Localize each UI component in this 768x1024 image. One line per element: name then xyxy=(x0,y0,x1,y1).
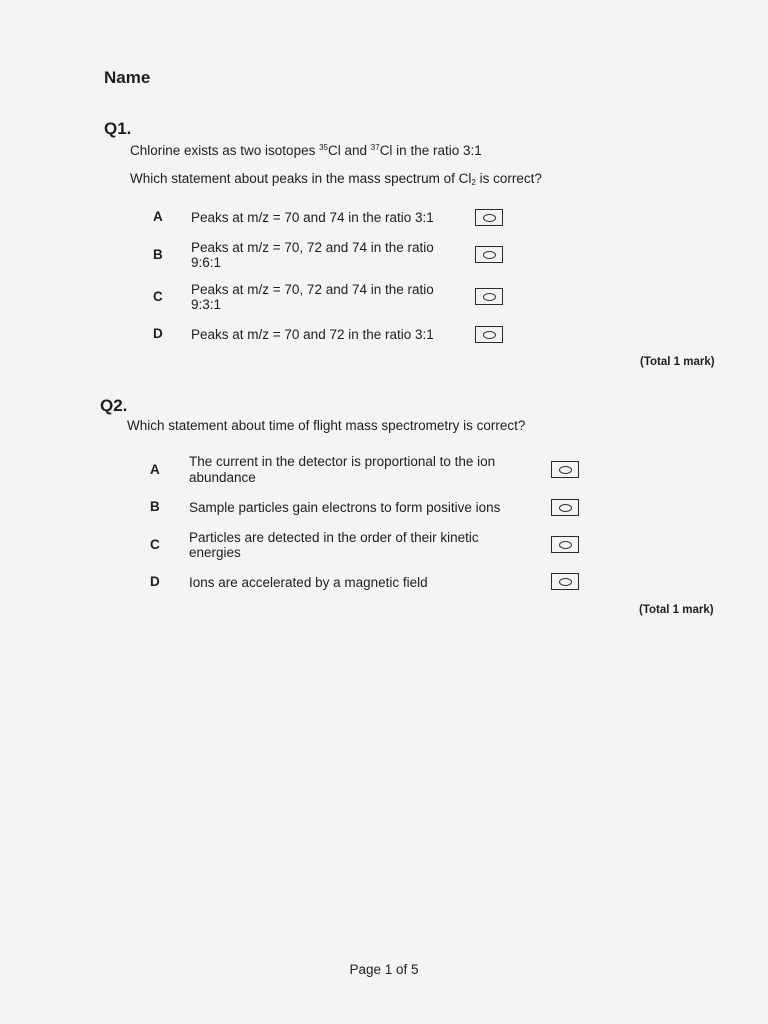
oval-icon xyxy=(559,466,572,474)
q1-option-a-checkbox[interactable] xyxy=(475,209,503,226)
q2-option-b-checkbox[interactable] xyxy=(551,499,579,516)
q2-option-d-checkbox[interactable] xyxy=(551,573,579,590)
q1-option-b-checkbox[interactable] xyxy=(475,246,503,263)
q1-option-a-text: Peaks at m/z = 70 and 74 in the ratio 3:1 xyxy=(191,210,434,225)
q2-option-d-letter: D xyxy=(150,574,160,589)
q1-question-post: is correct? xyxy=(475,171,542,186)
q1-option-c-letter: C xyxy=(153,289,163,304)
q2-option-a-line2: abundance xyxy=(189,470,256,485)
q2-option-b-text: Sample particles gain electrons to form positive ions xyxy=(189,500,501,515)
q1-option-d-letter: D xyxy=(153,326,163,341)
q2-option-a-line1: The current in the detector is proportional to the ion xyxy=(189,454,496,469)
q2-option-a-checkbox[interactable] xyxy=(551,461,579,478)
q1-question-sub: 2 xyxy=(471,178,476,187)
page-number: Page 1 of 5 xyxy=(349,962,419,977)
oval-icon xyxy=(483,214,496,222)
q2-option-c-letter: C xyxy=(150,537,160,552)
q1-iso1-sym: Cl and xyxy=(328,143,371,158)
q2-option-d-text: Ions are accelerated by a magnetic field xyxy=(189,575,428,590)
q1-option-c-line1: Peaks at m/z = 70, 72 and 74 in the ratio xyxy=(191,282,434,297)
q2-option-c-checkbox[interactable] xyxy=(551,536,579,553)
oval-icon xyxy=(483,293,496,301)
q1-option-b-line1: Peaks at m/z = 70, 72 and 74 in the ratio xyxy=(191,240,434,255)
q2-option-c-line2: energies xyxy=(189,545,241,560)
q1-iso1-mass: 35 xyxy=(319,143,328,152)
oval-icon xyxy=(559,504,572,512)
q1-option-c-checkbox[interactable] xyxy=(475,288,503,305)
q1-option-b-line2: 9:6:1 xyxy=(191,255,222,270)
oval-icon xyxy=(559,578,572,586)
q1-total-mark: (Total 1 mark) xyxy=(640,356,715,368)
q2-total-mark: (Total 1 mark) xyxy=(639,604,714,616)
q1-label: Q1. xyxy=(104,119,132,138)
q1-option-a-letter: A xyxy=(153,209,163,224)
q2-question: Which statement about time of flight mass spectrometry is correct? xyxy=(127,418,526,433)
name-label: Name xyxy=(104,68,151,87)
q1-iso2-sym: Cl in the ratio 3:1 xyxy=(379,143,482,158)
q1-option-d-checkbox[interactable] xyxy=(475,326,503,343)
q1-intro xyxy=(130,140,482,159)
q1-option-d-text: Peaks at m/z = 70 and 72 in the ratio 3:1 xyxy=(191,327,434,342)
q2-option-a-letter: A xyxy=(150,462,160,477)
q2-option-b-letter: B xyxy=(150,499,160,514)
oval-icon xyxy=(483,251,496,259)
q1-question xyxy=(130,171,542,191)
q1-option-c-line2: 9:3:1 xyxy=(191,297,222,312)
q1-iso2-mass: 37 xyxy=(370,143,380,152)
oval-icon xyxy=(483,331,496,339)
q1-intro-pre: Chlorine exists as two isotopes xyxy=(130,143,320,158)
oval-icon xyxy=(559,541,572,549)
q2-option-c-line1: Particles are detected in the order of their kinetic xyxy=(189,530,479,545)
q1-question-pre: Which statement about peaks in the mass spectrum of Cl xyxy=(130,171,472,186)
q2-label: Q2. xyxy=(100,396,128,415)
q1-option-b-letter: B xyxy=(153,247,163,262)
